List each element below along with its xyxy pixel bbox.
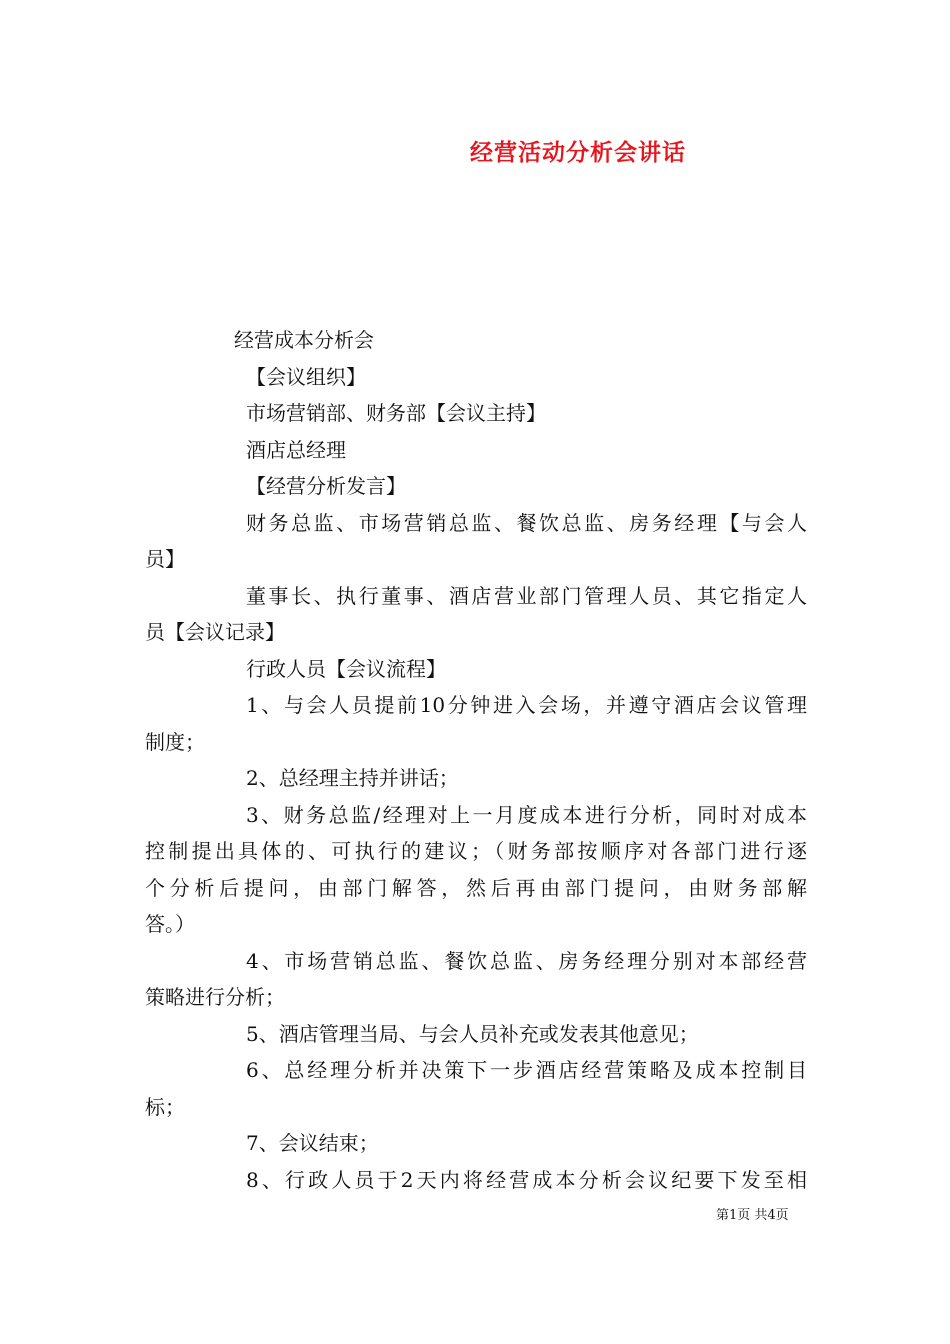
- text-line: 5、酒店管理当局、与会人员补充或发表其他意见；: [246, 1021, 699, 1046]
- text-line: 财务总监、市场营销总监、餐饮总监、房务经理【与会人: [246, 510, 807, 535]
- text-line: 制度；: [145, 729, 205, 754]
- text-line: 市场营销部、财务部【会议主持】: [246, 401, 546, 425]
- text-line: 7、会议结束；: [246, 1131, 379, 1155]
- text-line: 【经营分析发言】: [246, 474, 406, 498]
- text-line: 控制提出具体的、可执行的建议；（财务部按顺序对各部门进行逐: [145, 839, 807, 863]
- text-line: 董事长、执行董事、酒店营业部门管理人员、其它指定人: [246, 583, 807, 608]
- text-line: 酒店总经理: [246, 437, 346, 462]
- text-line: 【会议组织】: [246, 364, 366, 389]
- text-line: 8、行政人员于2天内将经营成本分析会议纪要下发至相: [246, 1167, 807, 1192]
- document-body: [145, 322, 807, 1198]
- text-line: 员】: [145, 547, 185, 571]
- text-line: 4、市场营销总监、餐饮总监、房务经理分别对本部经营: [246, 948, 807, 973]
- text-line: 行政人员【会议流程】: [246, 656, 446, 681]
- text-line: 3、财务总监/经理对上一月度成本进行分析，同时对成本: [246, 802, 807, 827]
- text-line: 6、总经理分析并决策下一步酒店经营策略及成本控制目: [246, 1058, 807, 1082]
- text-line: 个分析后提问，由部门解答，然后再由部门提问，由财务部解: [145, 875, 807, 900]
- text-line: 标；: [145, 1094, 185, 1119]
- text-line: 员【会议记录】: [145, 620, 285, 644]
- text-line: 2、总经理主持并讲话；: [246, 766, 459, 790]
- text-line: 策略进行分析；: [145, 985, 285, 1009]
- text-line: 1、与会人员提前10分钟进入会场，并遵守酒店会议管理: [246, 693, 807, 717]
- text-line: 经营成本分析会: [234, 328, 374, 352]
- document-title: 经营活动分析会讲话: [470, 139, 686, 166]
- page-number-footer: 第1页 共4页: [716, 1208, 789, 1223]
- text-line: 答。）: [145, 912, 195, 936]
